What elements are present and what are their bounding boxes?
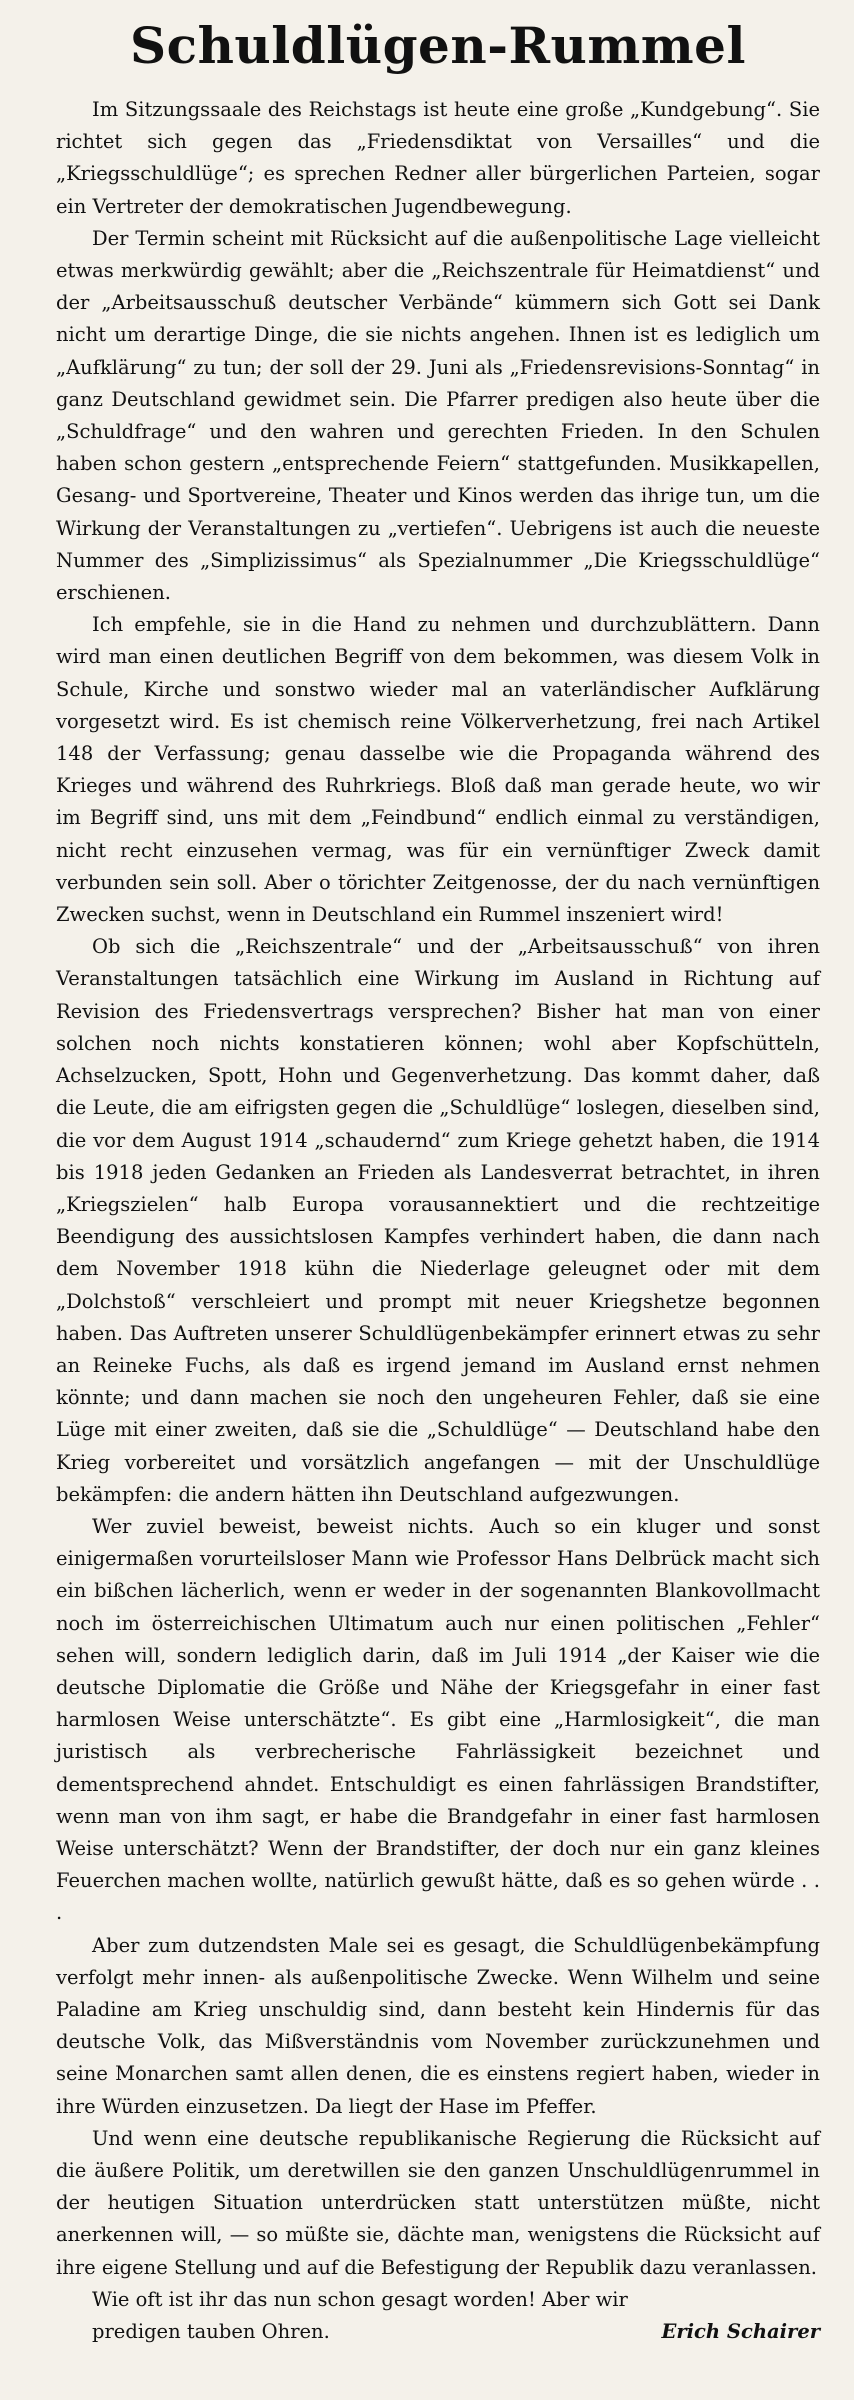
paragraph-7: Und wenn eine deutsche republikanische Regierung die Rücksicht auf die äußere Politik, um deretwillen sie den ganzen Unschuldlügenrummel in der heutigen Situation unterdrücken statt unterstützen müßte, nicht anerkennen will, — so müßte sie, dächte man, wenigstens die Rücksicht auf ihre eigene Stellung und auf die Befestigung der Republik dazu veranlassen. xyxy=(56,2126,820,2279)
paragraph-4: Ob sich die „Reichszentrale“ und der „Arbeitsausschuß“ von ihren Veranstaltungen tatsächlich eine Wirkung im Ausland in Richtung auf Revision des Friedensvertrags versprechen? Bisher hat man von einer solchen noch nichts konstatieren können; wohl aber Kopfschütteln, Achselzucken, Spott, Hohn und Gegenverhetzung. Das kommt daher, daß die Leute, die am eifrigsten gegen die „Schuldlüge“ loslegen, dieselben sind, die vor dem August 1914 „schaudernd“ zum Kriege gehetzt haben, die 1914 bis 1918 jeden Gedanken an Frieden als Landesverrat betrachtet, in ihren „Kriegszielen“ halb Europa vorausannektiert und die rechtzeitige Beendigung des aussichtslosen Kampfes verhindert haben, die dann nach dem November 1918 kühn die Niederlage geleugnet oder mit dem „Dolchstoß“ verschleiert und prompt mit neuer Kriegshetze begonnen haben. Das Auftreten unserer Schuldlügenbekämpfer erinnert etwas zu sehr an Reineke Fuchs, als daß es irgend jemand im Ausland ernst nehmen könnte; und dann machen sie noch den ungeheuren Fehler, daß sie eine Lüge mit einer zweiten, daß sie die „Schuldlüge“ — Deutschland habe den Krieg vorbereitet und vorsätzlich angefangen — mit der Unschuldlüge bekämpfen: die andern hätten ihn Deutschland aufgezwungen. xyxy=(56,935,820,1506)
paragraph-1: Im Sitzungssaale des Reichstags ist heute eine große „Kundgebung“. Sie richtet sich gegen das „Friedensdiktat von Versailles“ und die „Kriegsschuldlüge“; es sprechen Redner aller bürgerlichen Parteien, sogar ein Vertreter der demokratischen Jugendbewegung. xyxy=(56,98,820,218)
paragraph-2: Der Termin scheint mit Rücksicht auf die außenpolitische Lage vielleicht etwas merkwürdig gewählt; aber die „Reichszentrale für Heimatdienst“ und der „Arbeitsausschuß deutscher Verbände“ kümmern sich Gott sei Dank nicht um derartige Dinge, die sie nichts angehen. Ihnen ist es lediglich um „Aufklärung“ zu tun; der soll der 29. Juni als „Friedensrevisions-Sonntag“ in ganz Deutschland gewidmet sein. Die Pfarrer predigen also heute über die „Schuldfrage“ und den wahren und gerechten Frieden. In den Schulen haben schon gestern „entsprechende Feiern“ stattgefunden. Musikkapellen, Gesang- und Sportvereine, Theater und Kinos werden das ihrige tun, um die Wirkung der Veranstaltungen zu „vertiefen“. Uebrigens ist auch die neueste Nummer des „Simplizissimus“ als Spezialnummer „Die Kriegsschuldlüge“ erschienen. xyxy=(56,226,820,605)
closing-line-end: predigen tauben Ohren. xyxy=(92,2320,330,2344)
article-title: Schuldlügen-Rummel xyxy=(130,16,746,75)
paragraph-6: Aber zum dutzendsten Male sei es gesagt, die Schuldlügenbekämpfung verfolgt mehr innen- als außenpolitische Zwecke. Wenn Wilhelm und seine Paladine am Krieg unschuldig sind, dann besteht kein Hindernis für das deutsche Volk, das Mißverständnis vom November zurückzunehmen und seine Monarchen samt allen denen, die es einstens regiert haben, wieder in ihre Würden einzusetzen. Da liegt der Hase im Pfeffer. xyxy=(56,1933,820,2118)
closing-line: Wie oft ist ihr das nun schon gesagt worden! Aber wir xyxy=(92,2287,628,2311)
paragraph-3: Ich empfehle, sie in die Hand zu nehmen und durchzublättern. Dann wird man einen deutlichen Begriff von dem bekommen, was diesem Volk in Schule, Kirche und sonstwo wieder mal an vaterländischer Aufklärung vorgesetzt wird. Es ist chemisch reine Völkerverhetzung, frei nach Artikel 148 der Verfassung; genau dasselbe wie die Propaganda während des Krieges und während des Ruhrkriegs. Bloß daß man gerade heute, wo wir im Begriff sind, uns mit dem „Feindbund“ endlich einmal zu verständigen, nicht recht einzusehen vermag, was für ein vernünftiger Zweck damit verbunden sein soll. Aber o törichter Zeitgenosse, der du nach vernünftigen Zwecken suchst, wenn in Deutschland ein Rummel inszeniert wird! xyxy=(56,613,820,927)
author-name: Erich Schairer xyxy=(661,2320,820,2344)
byline-row xyxy=(56,2316,820,2348)
paragraph-5: Wer zuviel beweist, beweist nichts. Auch so ein kluger und sonst einigermaßen vorurteilsloser Mann wie Professor Hans Delbrück macht sich ein bißchen lächerlich, wenn er weder in der sogenannten Blankovollmacht noch im österreichischen Ultimatum auch nur einen politischen „Fehler“ sehen will, sondern lediglich darin, daß im Juli 1914 „der Kaiser wie die deutsche Diplomatie die Größe und Nähe der Kriegsgefahr in einer fast harmlosen Weise unterschätzte“. Es gibt eine „Harmlosigkeit“, die man juristisch als verbrecherische Fahrlässigkeit bezeichnet und dementsprechend ahndet. Entschuldigt es einen fahrlässigen Brandstifter, wenn man von ihm sagt, er habe die Brandgefahr in einer fast harmlosen Weise unterschätzt? Wenn der Brandstifter, der doch nur ein ganz kleines Feuerchen machen wollte, natürlich gewußt hätte, daß es so gehen würde . . . xyxy=(56,1514,820,1925)
